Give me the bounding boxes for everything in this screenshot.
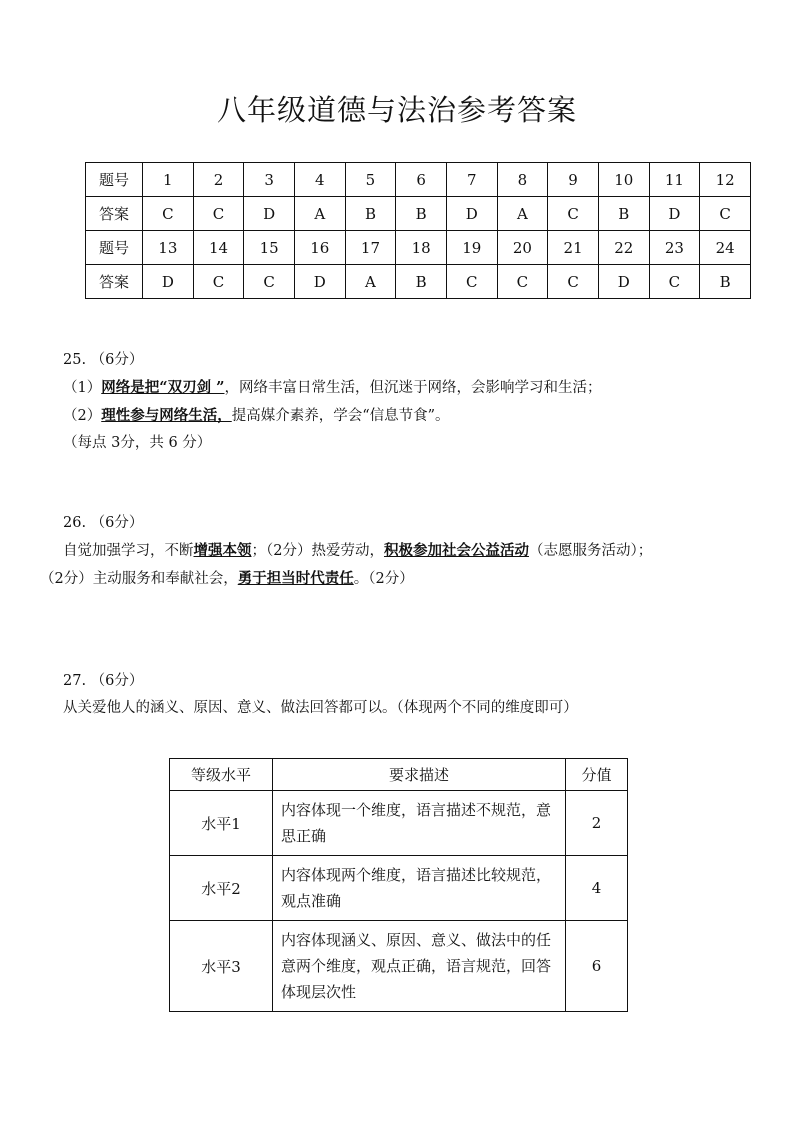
q25-line2-rest: 提高媒介素养，学会“信息节食”。 — [231, 408, 450, 424]
answer-cell: B — [700, 265, 751, 299]
level-table-header — [170, 759, 628, 791]
q25-line1-prefix: （1） — [63, 380, 102, 396]
answer-cell: 22 — [598, 231, 649, 265]
level-table — [169, 758, 628, 1012]
answer-cell: 11 — [649, 163, 700, 197]
answer-cell: 9 — [548, 163, 599, 197]
answer-cell: 4 — [294, 163, 345, 197]
level-score: 2 — [566, 791, 628, 856]
level-row — [170, 856, 628, 921]
q25-line-2 — [63, 402, 601, 430]
answer-cell: D — [598, 265, 649, 299]
level-row — [170, 791, 628, 856]
answer-cell: B — [396, 197, 447, 231]
answer-table-row — [86, 197, 751, 231]
answer-cell: A — [345, 265, 396, 299]
answer-cell: 7 — [446, 163, 497, 197]
q25-line1-rest: ，网络丰富日常生活，但沉迷于网络，会影响学习和生活； — [224, 380, 602, 396]
answer-table-row — [86, 231, 751, 265]
answer-cell: 20 — [497, 231, 548, 265]
answer-table-row — [86, 163, 751, 197]
answer-cell: B — [396, 265, 447, 299]
q26-keypoint-2: 积极参加社会公益活动 — [383, 542, 529, 559]
header-level: 等级水平 — [170, 759, 273, 791]
answer-cell: 18 — [396, 231, 447, 265]
answer-cell: D — [143, 265, 194, 299]
answer-cell: 8 — [497, 163, 548, 197]
answer-cell: 1 — [143, 163, 194, 197]
answer-cell: 12 — [700, 163, 751, 197]
q26-line-1 — [40, 537, 652, 565]
answer-cell: C — [244, 265, 295, 299]
answer-table-row — [86, 265, 751, 299]
answer-cell: 17 — [345, 231, 396, 265]
answer-cell: C — [193, 265, 244, 299]
answer-cell: 6 — [396, 163, 447, 197]
answer-cell: C — [548, 265, 599, 299]
answer-cell: 16 — [294, 231, 345, 265]
q26-line-2 — [40, 565, 652, 593]
answer-cell: C — [497, 265, 548, 299]
answer-cell: C — [143, 197, 194, 231]
answer-cell: 15 — [244, 231, 295, 265]
level-description: 内容体现两个维度，语言描述比较规范，观点准确 — [273, 856, 566, 921]
answer-cell: C — [548, 197, 599, 231]
q25-heading: 25. （6分） — [63, 352, 144, 368]
q26-text-1: 自觉加强学习，不断 — [63, 543, 194, 559]
answer-cell: 10 — [598, 163, 649, 197]
level-name: 水平2 — [170, 856, 273, 921]
q25-line-1 — [63, 374, 601, 402]
answer-cell: 13 — [143, 231, 194, 265]
level-name: 水平1 — [170, 791, 273, 856]
answer-cell: 21 — [548, 231, 599, 265]
answer-cell: D — [649, 197, 700, 231]
answer-cell: D — [294, 265, 345, 299]
answer-cell: C — [700, 197, 751, 231]
q26-heading: 26. （6分） — [63, 515, 144, 531]
row-label: 题号 — [86, 163, 143, 197]
q25-keypoint-2: 理性参与网络生活， — [101, 407, 232, 424]
answer-cell: C — [649, 265, 700, 299]
level-description: 内容体现一个维度，语言描述不规范，意思正确 — [273, 791, 566, 856]
level-score: 6 — [566, 921, 628, 1012]
q26-text-5: 。（2分） — [353, 571, 414, 587]
level-name: 水平3 — [170, 921, 273, 1012]
answer-cell: D — [446, 197, 497, 231]
answer-table — [85, 162, 751, 299]
answer-cell: 14 — [193, 231, 244, 265]
row-label: 题号 — [86, 231, 143, 265]
answer-cell: A — [294, 197, 345, 231]
q25-line2-prefix: （2） — [63, 408, 102, 424]
row-label: 答案 — [86, 265, 143, 299]
row-label: 答案 — [86, 197, 143, 231]
q26-text-4: （2分）主动服务和奉献社会， — [40, 571, 238, 587]
answer-cell: 5 — [345, 163, 396, 197]
answer-cell: 19 — [446, 231, 497, 265]
page-title: 八年级道德与法治参考答案 — [216, 93, 577, 127]
q27-heading: 27. （6分） — [63, 673, 144, 689]
q25-scoring-note: （每点 3分，共 6 分） — [63, 435, 212, 451]
q27-text: 从关爱他人的涵义、原因、意义、做法回答都可以。（体现两个不同的维度即可） — [63, 700, 578, 716]
level-description: 内容体现涵义、原因、意义、做法中的任意两个维度，观点正确，语言规范，回答体现层次性 — [273, 921, 566, 1012]
header-score: 分值 — [566, 759, 628, 791]
answer-cell: 23 — [649, 231, 700, 265]
header-description: 要求描述 — [273, 759, 566, 791]
question-26 — [40, 510, 652, 593]
q26-text-3: （志愿服务活动）； — [528, 543, 653, 559]
answer-cell: 3 — [244, 163, 295, 197]
answer-cell: 24 — [700, 231, 751, 265]
q26-keypoint-1: 增强本领 — [193, 542, 252, 559]
answer-cell: D — [244, 197, 295, 231]
q26-text-2: ；（2分）热爱劳动， — [251, 543, 384, 559]
question-25 — [63, 347, 601, 457]
answer-cell: 2 — [193, 163, 244, 197]
level-row — [170, 921, 628, 1012]
question-27 — [63, 668, 578, 722]
answer-cell: C — [193, 197, 244, 231]
answer-cell: A — [497, 197, 548, 231]
level-score: 4 — [566, 856, 628, 921]
answer-cell: B — [345, 197, 396, 231]
answer-cell: C — [446, 265, 497, 299]
answer-cell: B — [598, 197, 649, 231]
q26-keypoint-3: 勇于担当时代责任 — [237, 570, 354, 587]
q25-keypoint-1: 网络是把“双刃剑 ” — [101, 379, 225, 396]
